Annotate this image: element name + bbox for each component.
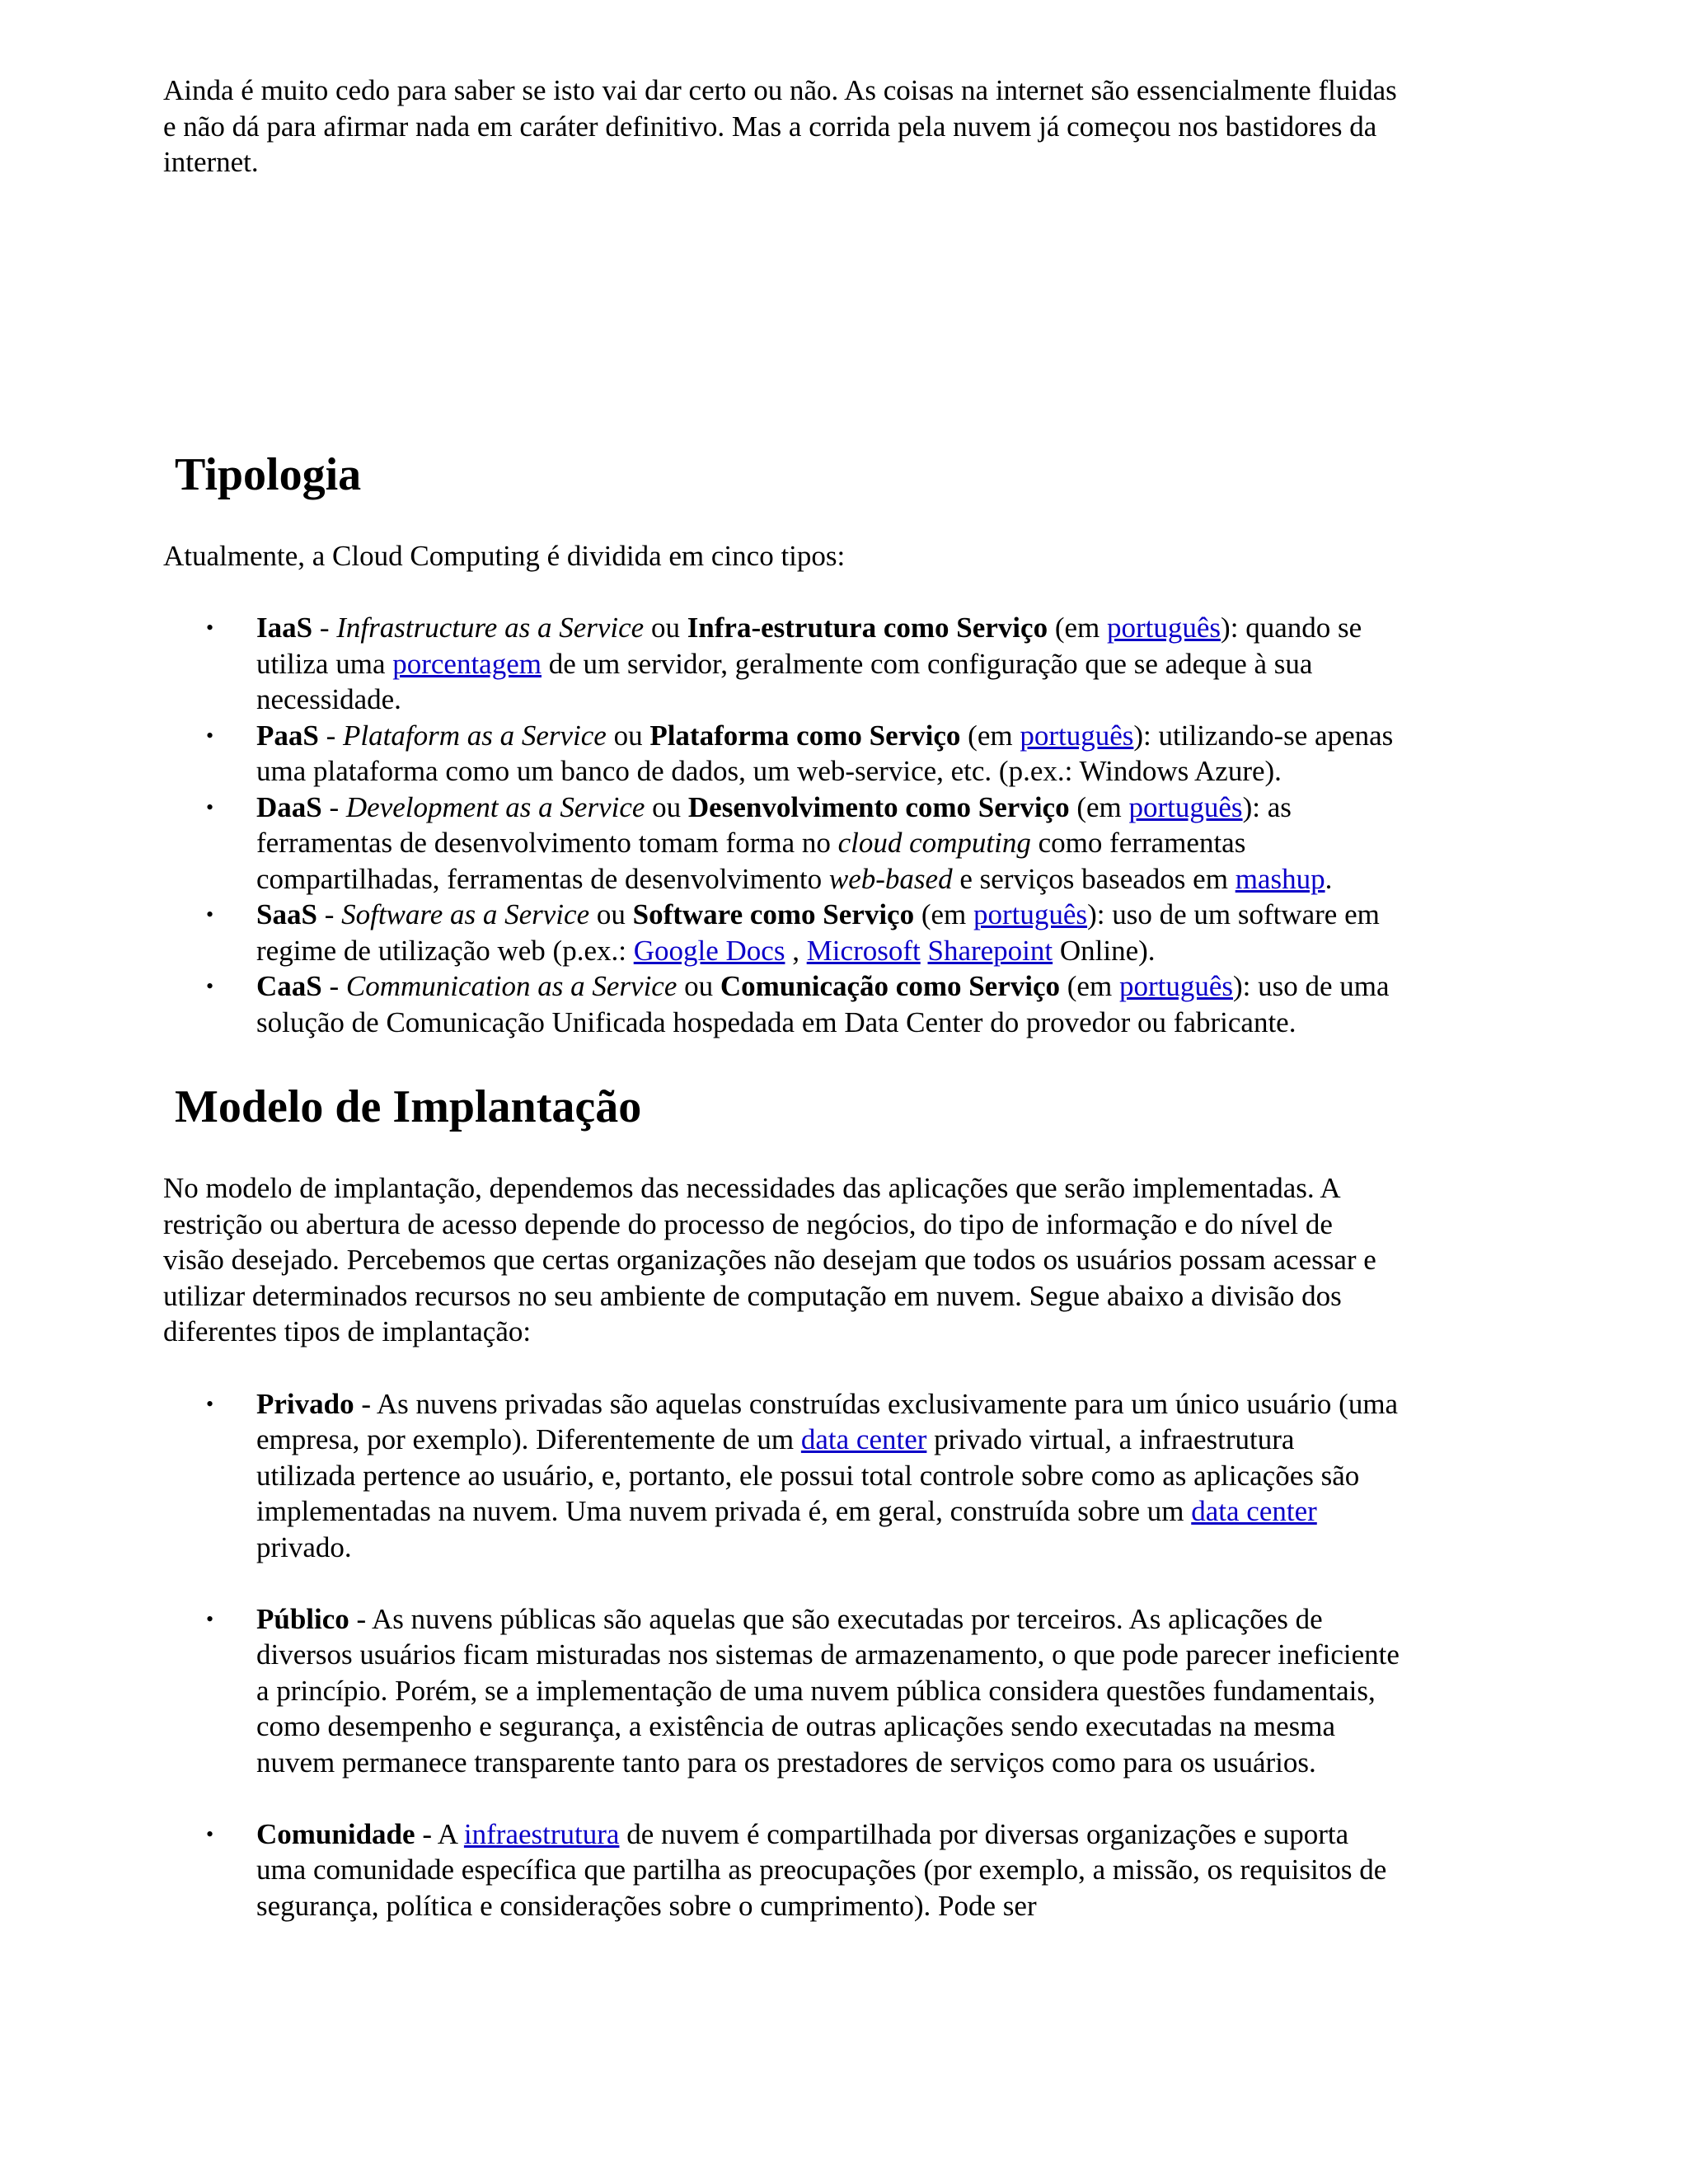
list-item-publico bbox=[206, 1601, 1400, 1781]
term: Privado bbox=[256, 1387, 354, 1420]
bullet-icon: • bbox=[206, 902, 214, 926]
term: Comunidade bbox=[256, 1817, 415, 1850]
paren-close: ): bbox=[1242, 790, 1260, 823]
term: SaaS bbox=[256, 898, 317, 930]
heading-modelo-implantacao: Modelo de Implantação bbox=[175, 1081, 642, 1132]
data-center-link[interactable]: data center bbox=[1191, 1495, 1317, 1527]
list-item-daas bbox=[206, 790, 1400, 898]
description: Online). bbox=[1053, 934, 1156, 967]
description: A bbox=[437, 1817, 464, 1850]
data-center-link[interactable]: data center bbox=[800, 1423, 927, 1455]
description: uso de uma solução de Comunicação Unificada hospedada em Data Center do provedor ou fabricante. bbox=[256, 970, 1390, 1038]
description: . bbox=[1325, 862, 1333, 895]
em-text: (em bbox=[914, 898, 974, 930]
modelo-lead: No modelo de implantação, dependemos das necessidades das aplicações que serão implementadas. A restrição ou abertura de acesso depende do processo de negócios, do tipo de informação e do nível de visão desejado. Percebemos que certas organizações não desejam que todos os usuários possam acessar e utilizar determinados recursos no seu ambiente de computação em nuvem. Segue abaixo a divisão dos diferentes tipos de implantação: bbox=[163, 1172, 1376, 1347]
term: IaaS bbox=[256, 612, 313, 644]
separator: - bbox=[318, 719, 344, 752]
or-text: ou bbox=[645, 790, 688, 823]
list-item-caas bbox=[206, 968, 1400, 1040]
separator: - bbox=[321, 970, 346, 1002]
english-name: Infrastructure as a Service bbox=[336, 612, 645, 644]
tipologia-lead: Atualmente, a Cloud Computing é dividida em cinco tipos: bbox=[163, 539, 846, 572]
portuguese-name: Plataforma como Serviço bbox=[649, 719, 961, 752]
porcentagem-link[interactable]: porcentagem bbox=[392, 647, 542, 680]
portugues-link[interactable]: português bbox=[973, 898, 1088, 930]
bullet-icon: • bbox=[206, 723, 214, 748]
description: de um servidor, geralmente com configuração que se adeque à sua necessidade. bbox=[256, 647, 1313, 715]
description: e serviços baseados em bbox=[952, 862, 1236, 895]
microsoft-link[interactable]: Microsoft bbox=[806, 934, 921, 967]
list-item-privado bbox=[206, 1386, 1400, 1566]
or-text: ou bbox=[606, 719, 650, 752]
portugues-link[interactable]: português bbox=[1118, 970, 1233, 1002]
separator: - bbox=[349, 1602, 373, 1635]
google-docs-link[interactable]: Google Docs bbox=[633, 934, 785, 967]
list-item-saas bbox=[206, 897, 1400, 968]
infraestrutura-link[interactable]: infraestrutura bbox=[463, 1817, 620, 1850]
intro-paragraph: Ainda é muito cedo para saber se isto vai dar certo ou não. As coisas na internet são essencialmente fluidas e não dá para afirmar nada em caráter definitivo. Mas a corrida pela nuvem já começou nos bastidores da internet. bbox=[163, 74, 1397, 178]
description: quando se utiliza uma bbox=[256, 612, 1362, 680]
portuguese-name: Infra-estrutura como Serviço bbox=[687, 612, 1048, 644]
paren-close: ): bbox=[1232, 970, 1251, 1002]
list-item-comunidade bbox=[206, 1816, 1400, 1924]
english-name: Communication as a Service bbox=[345, 970, 678, 1002]
bullet-icon: • bbox=[206, 616, 214, 640]
modelo-list bbox=[163, 1386, 1400, 1924]
description: as ferramentas de desenvolvimento tomam forma no bbox=[256, 790, 1292, 859]
or-text: ou bbox=[589, 898, 633, 930]
english-name: Software as a Service bbox=[341, 898, 590, 930]
portugues-link[interactable]: português bbox=[1107, 612, 1221, 644]
term: CaaS bbox=[256, 970, 322, 1002]
em-text: (em bbox=[1060, 970, 1119, 1002]
bullet-icon: • bbox=[206, 1821, 214, 1846]
bullet-icon: • bbox=[206, 974, 214, 998]
heading-tipologia: Tipologia bbox=[175, 448, 362, 500]
english-name: Plataform as a Service bbox=[343, 719, 607, 752]
description: privado. bbox=[256, 1530, 352, 1563]
separator: - bbox=[316, 898, 342, 930]
separator: - bbox=[321, 790, 346, 823]
sharepoint-link[interactable]: Sharepoint bbox=[927, 934, 1053, 967]
list-item-paas bbox=[206, 718, 1400, 790]
paren-close: ): bbox=[1221, 612, 1239, 644]
em-text: (em bbox=[1069, 790, 1129, 823]
description: como ferramentas compartilhadas, ferramentas de desenvolvimento bbox=[256, 827, 1246, 895]
list-item-iaas bbox=[206, 610, 1400, 718]
em-text: (em bbox=[1048, 612, 1107, 644]
italic-term: cloud computing bbox=[837, 827, 1031, 859]
mashup-link[interactable]: mashup bbox=[1235, 862, 1325, 895]
description: uso de um software em regime de utilização web (p.ex.: bbox=[256, 898, 1380, 967]
portuguese-name: Desenvolvimento como Serviço bbox=[687, 790, 1070, 823]
tipologia-list bbox=[163, 610, 1400, 1040]
paren-close: ): bbox=[1087, 898, 1105, 930]
or-text: ou bbox=[677, 970, 720, 1002]
separator: - bbox=[354, 1387, 377, 1420]
italic-term: web-based bbox=[828, 862, 953, 895]
term: Público bbox=[256, 1602, 349, 1635]
bullet-icon: • bbox=[206, 794, 214, 819]
document-page bbox=[163, 73, 1400, 1924]
separator: , bbox=[785, 934, 807, 967]
bullet-icon: • bbox=[206, 1606, 214, 1631]
portuguese-name: Software como Serviço bbox=[632, 898, 915, 930]
description: As nuvens privadas são aquelas construídas exclusivamente para um único usuário (uma empresa, por exemplo). Diferentemente de um bbox=[256, 1387, 1399, 1455]
em-text: (em bbox=[960, 719, 1020, 752]
description: As nuvens públicas são aquelas que são executadas por terceiros. As aplicações de diversos usuários ficam misturadas nos sistemas de armazenamento, o que pode parecer ineficiente a princípio. Porém, se a implementação de uma nuvem pública considera questões fundamentais, como desempenho e segurança, a existência de outras aplicações sendo executadas na mesma nuvem permanece transparente tanto para os prestadores de serviços como para os usuários. bbox=[256, 1602, 1400, 1779]
or-text: ou bbox=[644, 612, 687, 644]
portugues-link[interactable]: português bbox=[1020, 719, 1134, 752]
description: utilizando-se apenas uma plataforma como um banco de dados, um web-service, etc. (p.ex.: Windows Azure). bbox=[256, 719, 1394, 787]
separator: - bbox=[415, 1817, 438, 1850]
bullet-icon: • bbox=[206, 1391, 214, 1416]
portugues-link[interactable]: português bbox=[1128, 790, 1243, 823]
description: de nuvem é compartilhada por diversas organizações e suporta uma comunidade específica que partilha as preocupações (por exemplo, a missão, os requisitos de segurança, política e considerações sobre o cumprimento). Pode ser bbox=[256, 1817, 1387, 1922]
description: privado virtual, a infraestrutura utilizada pertence ao usuário, e, portanto, ele possui total controle sobre como as aplicações são implementadas na nuvem. Uma nuvem privada é, em geral, construída sobre um bbox=[256, 1423, 1360, 1527]
term: PaaS bbox=[256, 719, 319, 752]
paren-close: ): bbox=[1133, 719, 1151, 752]
separator: - bbox=[312, 612, 337, 644]
portuguese-name: Comunicação como Serviço bbox=[720, 970, 1061, 1002]
term: DaaS bbox=[256, 790, 322, 823]
english-name: Development as a Service bbox=[345, 790, 645, 823]
